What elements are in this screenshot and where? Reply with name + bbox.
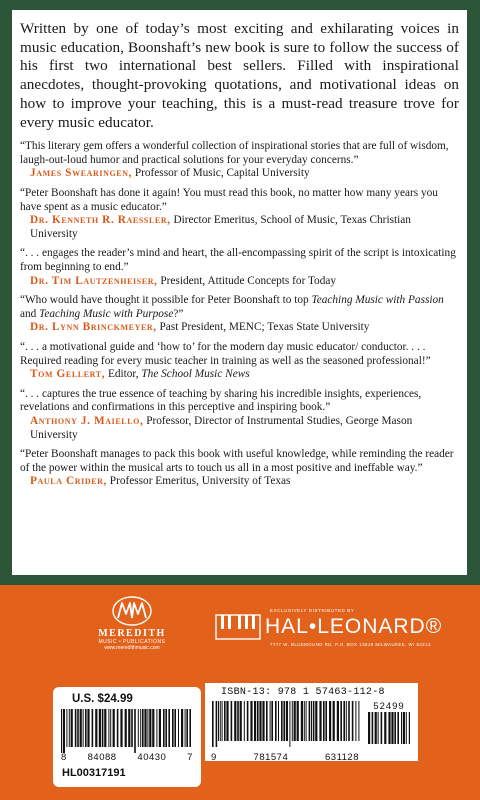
barcode-bar <box>216 701 218 747</box>
upc-digits-left: 84088 <box>87 752 117 763</box>
review-swearingen <box>20 140 459 181</box>
barcode-bar <box>378 712 379 744</box>
barcode-bar <box>294 701 296 741</box>
distributor-label: EXCLUSIVELY DISTRIBUTED BY <box>270 608 355 613</box>
barcode-bar <box>368 712 370 744</box>
distributor-address: 7777 W. BLUEMOUND RD. P.O. BOX 13819 MILWAUKEE, WI 53213 <box>270 642 431 647</box>
barcode-bar <box>113 709 115 747</box>
barcode-bar <box>266 701 268 741</box>
book-title: Teaching Music with Passion <box>311 294 444 307</box>
review-quote: “. . . captures the true essence of teaching by sharing his incredible insights, experiences, revelations and confirmations in this perceptive and inspiring book.” <box>20 387 422 414</box>
barcode-bar <box>69 709 70 747</box>
publisher-website: www.meredithmusic.com <box>104 645 160 651</box>
barcode-bar <box>247 701 249 741</box>
reviewer-title: President, Attitude Concepts for Today <box>157 274 337 287</box>
barcode-bar <box>92 709 94 747</box>
review-quote: “Peter Boonshaft manages to pack this book with useful knowledge, while reminding the reader of the power within the musical arts to touch us all in a most positive and ineffable way.” <box>20 448 454 474</box>
barcode-bar <box>409 712 410 744</box>
barcode-bar <box>224 701 226 741</box>
ean-digits-right: 631128 <box>325 752 359 763</box>
barcode-bar <box>384 712 386 744</box>
review-credit <box>20 321 459 335</box>
barcode-bar <box>185 709 186 747</box>
ean-row <box>211 701 412 763</box>
barcode-bar <box>244 701 245 741</box>
barcode-bar <box>63 709 65 753</box>
barcode-bar <box>165 709 167 747</box>
ean-barcode <box>211 701 361 747</box>
review-gellert <box>20 341 459 382</box>
barcode-bar <box>375 712 377 744</box>
barcode-bar <box>186 709 188 747</box>
publication-title: The School Music News <box>141 368 250 381</box>
barcode-bar <box>125 709 127 747</box>
barcode-bar <box>319 701 321 741</box>
barcode-bar <box>270 701 271 741</box>
ean-digit-first: 9 <box>211 752 217 763</box>
barcode-bar <box>278 701 279 741</box>
barcode-bar <box>234 701 236 741</box>
reviewer-title: Professor, Director of Instrumental Studies, George Mason University <box>30 414 413 441</box>
ean-digits-left: 781574 <box>253 752 289 763</box>
barcode-bar <box>131 709 133 747</box>
review-raessler <box>20 187 459 241</box>
barcode-bar <box>178 709 179 747</box>
ean-addon <box>367 701 411 755</box>
barcode-bar <box>87 709 89 747</box>
barcode-bar <box>406 712 407 744</box>
upc-digits <box>60 752 194 763</box>
hl-product-code: HL00317191 <box>62 767 126 779</box>
barcode-bar <box>108 709 109 747</box>
isbn-text: ISBN-13: 978 1 57463-112-8 <box>221 687 385 698</box>
upc-label <box>53 687 201 787</box>
review-brinckmeyer <box>20 294 459 335</box>
barcode-bar <box>348 701 350 741</box>
meredith-logo <box>92 596 172 651</box>
barcode-bar <box>304 701 305 741</box>
barcode-bar <box>134 709 136 753</box>
quote-text: ?” <box>173 307 184 320</box>
barcode-bar <box>311 701 312 741</box>
barcode-bar <box>352 701 354 741</box>
barcode-bar <box>355 701 356 741</box>
barcode-bar <box>212 701 214 747</box>
barcode-bar <box>226 701 228 741</box>
barcode-bar <box>189 709 191 747</box>
barcode-bar <box>110 709 111 747</box>
barcode-bar <box>381 712 383 744</box>
barcode-bar <box>313 701 315 741</box>
barcode-bar <box>75 709 77 747</box>
barcode-bar <box>156 709 157 747</box>
barcode-bar <box>289 701 290 747</box>
barcode-bar <box>102 709 104 747</box>
reviewer-title: Editor, <box>105 368 142 381</box>
addon-barcode <box>367 712 411 750</box>
review-quote: “. . . engages the reader’s mind and heart, the all-encompassing spirit of the script is intoxicating from beginning to end.” <box>20 247 456 273</box>
barcode-bar <box>80 709 82 747</box>
price: U.S. $24.99 <box>72 693 133 705</box>
reviewer-name: Dr. Kenneth R. Raessler, <box>30 214 171 227</box>
distributor-name: HAL•LEONARD® <box>265 615 443 638</box>
review-lautzenheiser <box>20 247 459 288</box>
barcode-bar <box>61 709 62 753</box>
publisher-name: MEREDITH <box>98 628 166 639</box>
barcode-bar <box>140 709 141 747</box>
quote-text: and <box>20 307 40 320</box>
review-credit <box>20 167 459 181</box>
barcode-bar <box>95 709 97 747</box>
barcode-bar <box>104 709 106 747</box>
barcode-bar <box>346 701 347 741</box>
barcode-bar <box>315 701 317 741</box>
reviewer-title: Professor Emeritus, University of Texas <box>106 475 291 488</box>
barcode-bar <box>168 709 170 747</box>
barcode-bar <box>271 701 273 741</box>
barcode-bar <box>323 701 325 741</box>
reviewer-name: Anthony J. Maiello, <box>30 414 144 427</box>
review-credit <box>20 475 459 489</box>
upc-digit-first: 8 <box>61 752 67 763</box>
barcode-bar <box>283 701 285 741</box>
text-box <box>12 10 467 575</box>
barcode-bar <box>306 701 307 741</box>
meredith-emblem-icon <box>112 596 152 626</box>
review-credit <box>20 214 459 241</box>
review-crider <box>20 448 459 489</box>
barcode-bar <box>401 712 402 744</box>
barcode-bar <box>231 701 233 741</box>
reviewer-title: Director Emeritus, School of Music, Texas Christian University <box>30 214 411 240</box>
barcode-bar <box>138 709 139 747</box>
barcode-bar <box>394 712 396 744</box>
barcode-bar <box>117 709 119 747</box>
barcode-bar <box>297 701 299 741</box>
review-credit <box>20 415 459 442</box>
barcode-bar <box>85 709 87 747</box>
barcode-bar <box>159 709 161 747</box>
intro-paragraph: Written by one of today’s most exciting and exhilarating voices in music education, Boonshaft’s new book is sure to follow the success of his first two international best sellers. Filled with inspirational anecdotes, thought-provoking quotations, and motivational ideas on how to improve your teaching, this is a must-read treasure trove for every music educator. <box>20 20 459 131</box>
publisher-subline: MUSIC • PUBLICATIONS <box>98 639 166 645</box>
reviewer-name: James Swearingen, <box>30 167 133 180</box>
review-credit <box>20 275 459 289</box>
barcode-bar <box>240 701 242 741</box>
barcode-bar <box>340 701 342 741</box>
barcode-bar <box>220 701 221 741</box>
reviewer-name: Paula Crider, <box>30 475 107 488</box>
reviewer-name: Tom Gellert, <box>30 368 106 381</box>
barcode-bar <box>397 712 399 744</box>
barcode-bar <box>275 701 277 741</box>
barcode-bar <box>329 701 331 741</box>
barcode-bar <box>262 701 264 741</box>
review-maiello <box>20 388 459 442</box>
review-quote: “. . . a motivational guide and ‘how to’ for the modern day music educator/ conductor. . . . Required reading for every music teacher in training as well as the seasoned professional!” <box>20 340 431 367</box>
upc-barcode <box>60 709 194 753</box>
barcode-bar <box>388 712 390 744</box>
barcode-bar <box>337 701 339 741</box>
review-quote <box>20 294 459 321</box>
barcode-bar <box>181 709 183 747</box>
barcode-bar <box>222 701 223 741</box>
barcode-bar <box>358 701 359 741</box>
barcode-bar <box>77 709 79 747</box>
barcode-bar <box>372 712 374 744</box>
ean-digits <box>211 752 359 763</box>
barcode-bar <box>163 709 165 747</box>
barcode-bar <box>142 709 144 747</box>
book-title: Teaching Music with Purpose <box>39 307 174 320</box>
reviewer-title: Professor of Music, Capital University <box>132 167 310 180</box>
barcode-bar <box>71 709 73 747</box>
barcode-bar <box>281 701 283 741</box>
barcode-bar <box>147 709 148 747</box>
barcode-bar <box>333 701 335 741</box>
addon-digits: 52499 <box>373 701 405 712</box>
barcode-bar <box>403 712 405 744</box>
barcode-bar <box>343 701 345 741</box>
barcode-bar <box>218 701 219 741</box>
barcode-bar <box>149 709 151 747</box>
barcode-bar <box>286 701 288 741</box>
barcode-bar <box>259 701 261 741</box>
hal-leonard-logo <box>215 614 442 640</box>
barcode-bar <box>83 709 84 747</box>
barcode-bar <box>237 701 239 741</box>
review-quote: “Peter Boonshaft has done it again! You must read this book, no matter how many years you have spent as a music educator.” <box>20 187 438 213</box>
barcode-bar <box>257 701 259 741</box>
review-quote: “This literary gem offers a wonderful collection of inspirational stories that are full of wisdom, laugh-out-loud humor and practical solutions for your everyday concerns.” <box>20 140 449 166</box>
barcode-bar <box>391 712 393 744</box>
ean-main <box>211 701 361 763</box>
barcode-bar <box>309 701 311 741</box>
barcode-bar <box>174 709 176 747</box>
barcode-bar <box>120 709 122 747</box>
hal-leonard-keyboard-icon <box>215 614 261 640</box>
isbn-label <box>205 683 418 761</box>
barcode-bar <box>301 701 303 741</box>
reviewer-name: Dr. Lynn Brinckmeyer, <box>30 321 157 334</box>
barcode-bar <box>172 709 174 747</box>
barcode-bar <box>152 709 154 747</box>
reviewer-name: Dr. Tim Lautzenheiser, <box>30 274 158 287</box>
barcode-bar <box>325 701 327 741</box>
barcode-bar <box>99 709 101 747</box>
barcode-bar <box>128 709 130 747</box>
barcode-bar <box>144 709 146 747</box>
barcode-bar <box>292 701 293 741</box>
review-credit <box>20 368 459 382</box>
quote-text: “Who would have thought it possible for Peter Boonshaft to top <box>20 294 312 307</box>
reviewer-title: Past President, MENC; Texas State University <box>156 321 370 334</box>
barcode-bar <box>254 701 256 741</box>
barcode-bar <box>66 709 67 747</box>
upc-digit-last: 7 <box>187 752 193 763</box>
barcode-bar <box>250 701 252 741</box>
upc-digits-right: 40430 <box>137 752 167 763</box>
